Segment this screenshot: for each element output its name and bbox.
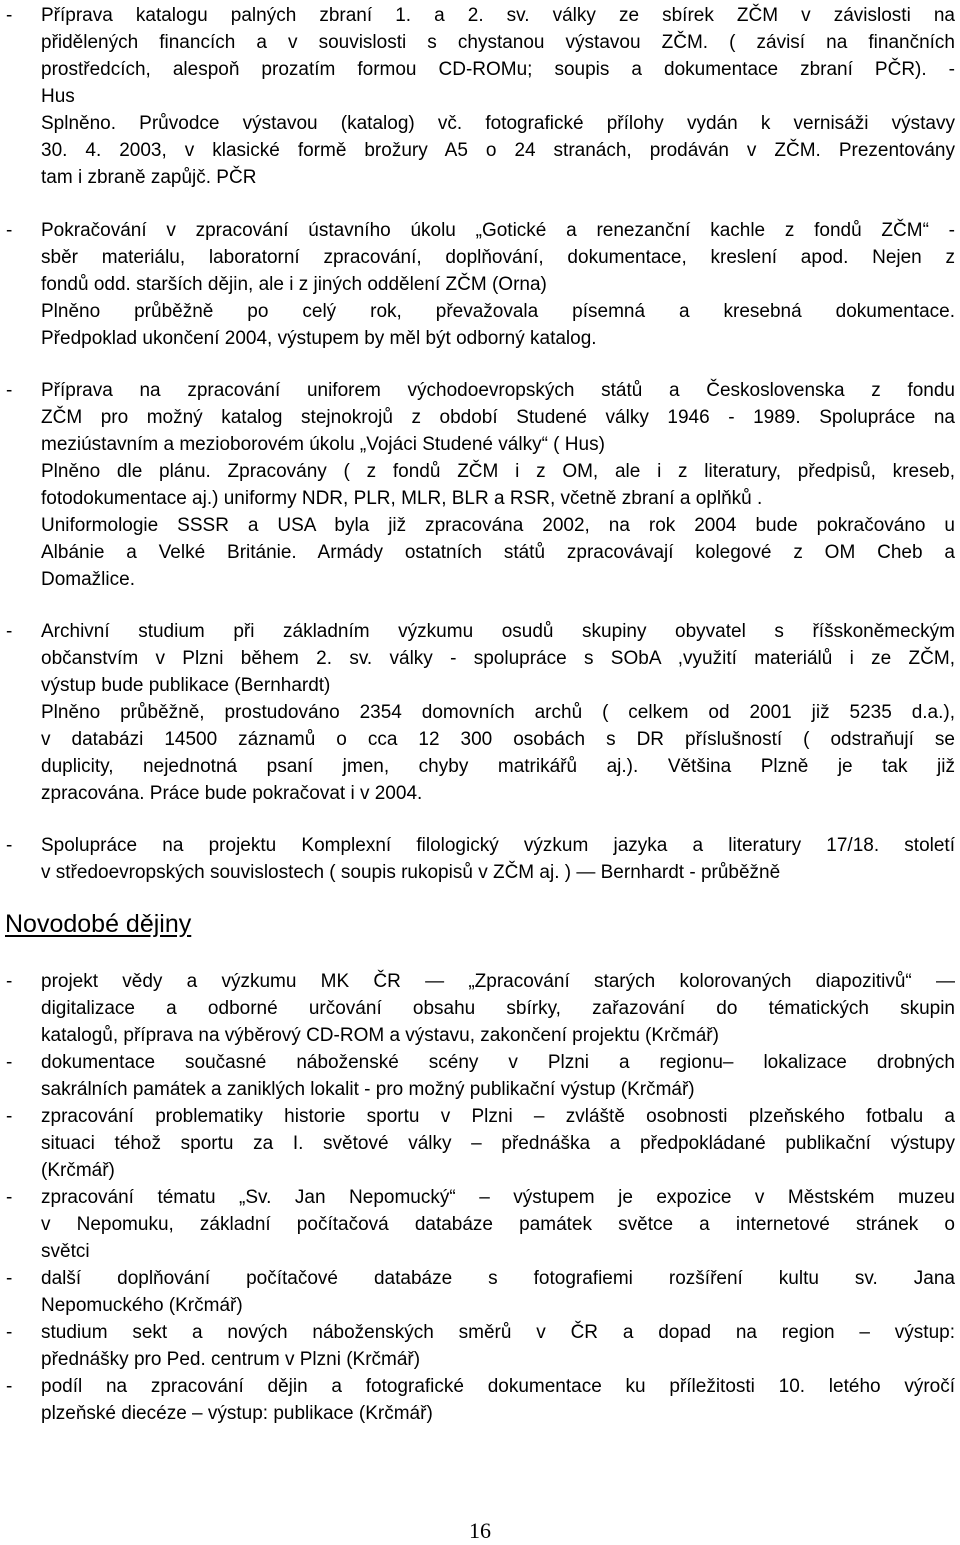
paragraph-line: Spolupráce na projektu Komplexní filologický výzkum jazyka a literatury 17/18. století: [41, 835, 955, 856]
paragraph-line: (Krčmář): [41, 1160, 115, 1181]
paragraph-line: Domažlice.: [41, 569, 135, 590]
paragraph-line: Příprava na zpracování uniforem východoevropských států a Československa z fondu: [41, 380, 955, 401]
paragraph-line: Plněno průběžně po celý rok, převažovala písemná a kresebná dokumentace.: [41, 301, 955, 322]
section-heading: Novodobé dějiny: [5, 910, 192, 938]
list-bullet: -: [6, 621, 13, 642]
paragraph-line: přidělených financích a v souvislosti s chystanou výstavou ZČM. ( závisí na finančních: [41, 32, 955, 53]
paragraph-line: Hus: [41, 86, 75, 107]
paragraph-line: plzeňské diecéze – výstup: publikace (Krčmář): [41, 1403, 433, 1424]
paragraph-line: 30. 4. 2003, v klasické formě brožury A5 o 24 stranách, prodáván v ZČM. Prezentovány: [41, 140, 955, 161]
paragraph-line: Předpoklad ukončení 2004, výstupem by měl být odborný katalog.: [41, 328, 597, 349]
page-number: 16: [469, 1518, 491, 1543]
paragraph-line: Archivní studium při základním výzkumu osudů skupiny obyvatel s říšskoněmeckým: [41, 621, 955, 642]
paragraph-line: Pokračování v zpracování ústavního úkolu „Gotické a renezanční kachle z fondů ZČM“ -: [41, 220, 955, 241]
list-bullet: -: [6, 220, 13, 241]
list-bullet: -: [6, 1268, 13, 1289]
paragraph-line: podíl na zpracování dějin a fotografické dokumentace ku příležitosti 10. letého výročí: [41, 1376, 955, 1397]
paragraph-line: Příprava katalogu palných zbraní 1. a 2. sv. války ze sbírek ZČM v závislosti na: [41, 5, 955, 26]
paragraph-line: meziústavním a mezioborovém úkolu „Vojáci Studené války“ ( Hus): [41, 434, 605, 455]
paragraph-line: fondů odd. starších dějin, ale i z jiných oddělení ZČM (Orna): [41, 274, 547, 295]
paragraph-line: další doplňování počítačové databáze s fotografiemi rozšíření kultu sv. Jana: [41, 1268, 955, 1289]
paragraph-line: fotodokumentace aj.) uniformy NDR, PLR, MLR, BLR a RSR, včetně zbraní a oplňků .: [41, 488, 763, 509]
paragraph-line: situaci téhož sportu za I. světové války – přednáška a předpokládané publikační výstupy: [41, 1133, 955, 1154]
paragraph-line: projekt vědy a výzkumu MK ČR — „Zpracování starých kolorovaných diapozitivů“ —: [41, 971, 955, 992]
paragraph-line: dokumentace současné náboženské scény v Plzni a regionu– lokalizace drobných: [41, 1052, 955, 1073]
paragraph-line: Plněno průběžně, prostudováno 2354 domovních archů ( celkem od 2001 již 5235 d.a.),: [41, 702, 955, 723]
paragraph-line: zpracování tématu „Sv. Jan Nepomucký“ – výstupem je expozice v Městském muzeu: [41, 1187, 955, 1208]
paragraph-line: duplicity, nejednotná psaní jmen, chyby matrikářů aj.). Většina Plzně je tak již: [41, 756, 955, 777]
paragraph-line: výstup bude publikace (Bernhardt): [41, 675, 331, 696]
paragraph-line: v středoevropských souvislostech ( soupis rukopisů v ZČM aj. ) — Bernhardt - průběžně: [41, 862, 781, 883]
paragraph-line: Uniformologie SSSR a USA byla již zpracována 2002, na rok 2004 bude pokračováno u: [41, 515, 955, 536]
paragraph-line: zpracování problematiky historie sportu v Plzni – zvláště osobnosti plzeňského fotbalu a: [41, 1106, 955, 1127]
paragraph-line: Albánie a Velké Británie. Armády ostatních států zpracovávají kolegové z OM Cheb a: [41, 542, 955, 563]
paragraph-line: digitalizace a odborné určování obsahu sbírky, zařazování do tématických skupin: [41, 998, 955, 1019]
paragraph-line: sběr materiálu, laboratorní zpracování, doplňování, dokumentace, kreslení apod. Nejen z: [41, 247, 955, 268]
paragraph-line: Plněno dle plánu. Zpracovány ( z fondů ZČM i z OM, ale i z literatury, předpisů, kreseb,: [41, 461, 955, 482]
paragraph-line: v Nepomuku, základní počítačová databáze památek světce a internetové stránek o: [41, 1214, 955, 1235]
paragraph-line: přednášky pro Ped. centrum v Plzni (Krčmář): [41, 1349, 421, 1370]
paragraph-line: katalogů, příprava na výběrový CD-ROM a výstavu, zakončení projektu (Krčmář): [41, 1025, 719, 1046]
paragraph-line: studium sekt a nových náboženských směrů v ČR a dopad na region – výstup:: [41, 1322, 955, 1343]
paragraph-line: zpracována. Práce bude pokračovat i v 2004.: [41, 783, 423, 804]
list-bullet: -: [6, 1106, 13, 1127]
paragraph-line: sakrálních památek a zaniklých lokalit - pro možný publikační výstup (Krčmář): [41, 1079, 695, 1100]
paragraph-line: v databázi 14500 záznamů o cca 12 300 osobách s DR příslušností ( odstraňují se: [41, 729, 955, 750]
list-bullet: -: [6, 1322, 13, 1343]
paragraph-line: ZČM pro možný katalog stejnokrojů z období Studené války 1946 - 1989. Spolupráce na: [41, 407, 955, 428]
list-bullet: -: [6, 835, 13, 856]
list-bullet: -: [6, 380, 13, 401]
list-bullet: -: [6, 971, 13, 992]
list-bullet: -: [6, 1376, 13, 1397]
paragraph-line: občanstvím v Plzni během 2. sv. války - spolupráce s SObA ,využití materiálů i ze ZČM,: [41, 648, 955, 669]
paragraph-line: prostředcích, alespoň prozatím formou CD-ROMu; soupis a dokumentace zbraní PČR). -: [41, 59, 955, 80]
list-bullet: -: [6, 1187, 13, 1208]
paragraph-line: Nepomuckého (Krčmář): [41, 1295, 243, 1316]
paragraph-line: tam i zbraně zapůjč. PČR: [41, 167, 257, 188]
paragraph-line: Splněno. Průvodce výstavou (katalog) vč. fotografické přílohy vydán k vernisáži výstavy: [41, 113, 955, 134]
list-bullet: -: [6, 1052, 13, 1073]
paragraph-line: světci: [41, 1241, 90, 1262]
list-bullet: -: [6, 5, 13, 26]
